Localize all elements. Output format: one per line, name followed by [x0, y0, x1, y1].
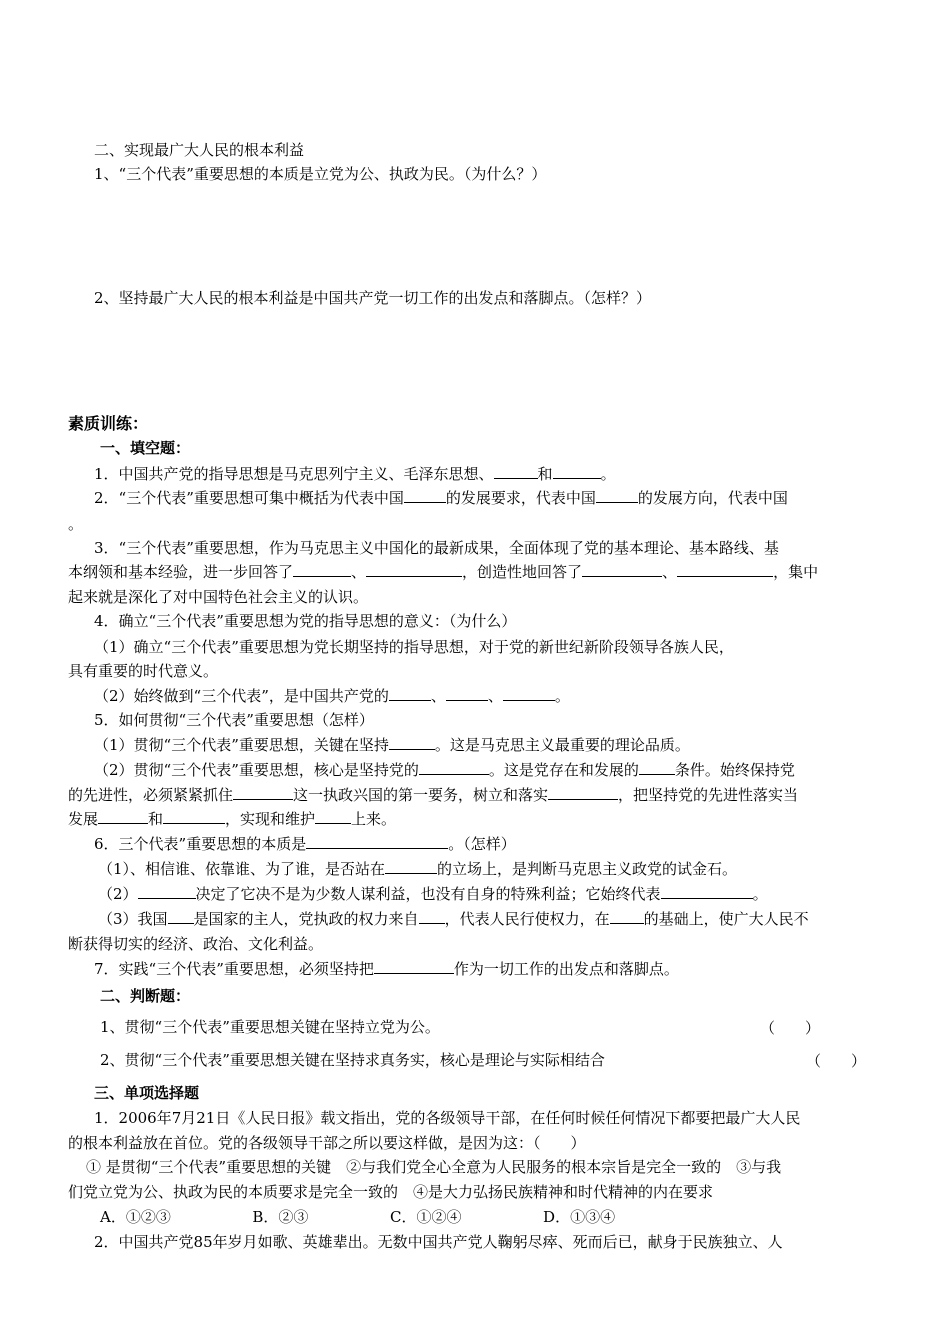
answer-blank[interactable]	[315, 809, 351, 824]
choice-heading: 三、单项选择题	[94, 1084, 200, 1102]
answer-blank[interactable]	[374, 959, 454, 974]
fill-q3-line3: 起来就是深化了对中国特色社会主义的认识。	[68, 588, 369, 606]
choice-q1-line4: 们党立党为公、执政为民的本质要求是完全一致的 ④是大力弘扬民族精神和时代精神的内在要求	[68, 1183, 714, 1201]
answer-blank[interactable]	[168, 909, 194, 924]
question-item: 2、坚持最广大人民的根本利益是中国共产党一切工作的出发点和落脚点。（怎样？）	[94, 289, 652, 307]
fill-q6-sub3-line1: （3）我国 是国家的主人，党执政的权力来自 ，代表人民行使权力，在 的基础上，使广大人民不	[98, 910, 809, 928]
answer-blank[interactable]	[306, 834, 448, 849]
answer-blank[interactable]	[389, 686, 431, 701]
fill-q5-sub1: （1）贯彻“三个代表”重要思想，关键在坚持 。这是马克思主义最重要的理论品质。	[94, 736, 690, 754]
option-b[interactable]: B．②③	[252, 1208, 309, 1226]
fill-q6-sub3-line2: 断获得切实的经济、政治、文化利益。	[68, 935, 324, 953]
judge-heading: 二、判断题：	[100, 987, 191, 1005]
judge-q1: 1、贯彻“三个代表”重要思想关键在坚持立党为公。	[100, 1018, 440, 1036]
fill-q6-sub1: （1）、相信谁、依靠谁、为了谁，是否站在 的立场上，是判断马克思主义政党的试金石。	[98, 860, 738, 878]
answer-blank[interactable]	[582, 562, 662, 577]
answer-blank[interactable]	[494, 464, 538, 479]
question-item: 1、“三个代表”重要思想的本质是立党为公、执政为民。（为什么？）	[94, 165, 547, 183]
answer-blank[interactable]	[419, 909, 445, 924]
fill-q2: 2．“三个代表”重要思想可集中概括为代表中国 的发展要求，代表中国 的发展方向，代表中国	[94, 489, 788, 507]
fill-q4-sub1-line1: （1）确立“三个代表”重要思想为党长期坚持的指导思想，对于党的新世纪新阶段领导各族人民，	[94, 638, 734, 656]
fill-q6-sub2: （2） 决定了它决不是为少数人谋利益，也没有自身的特殊利益；它始终代表 。	[98, 885, 768, 903]
answer-blank[interactable]	[293, 562, 351, 577]
training-title: 素质训练：	[68, 414, 149, 433]
answer-blank[interactable]	[596, 488, 638, 503]
answer-blank[interactable]	[385, 859, 437, 874]
answer-blank[interactable]	[233, 785, 293, 800]
judge-q2-answer[interactable]: （ ）	[806, 1052, 867, 1070]
answer-blank[interactable]	[389, 735, 435, 750]
fill-q2-tail: 。	[68, 515, 84, 533]
choice-q1-line3: ① 是贯彻“三个代表”重要思想的关键 ②与我们党全心全意为人民服务的根本宗旨是完全一致的 ③与我	[86, 1158, 782, 1176]
option-c[interactable]: C．①②④	[390, 1208, 462, 1226]
answer-blank[interactable]	[661, 884, 753, 899]
fill-q4-sub2: （2）始终做到“三个代表”，是中国共产党的 、 、 。	[94, 687, 570, 705]
answer-blank[interactable]	[677, 562, 773, 577]
fill-q6-head: 6．三个代表”重要思想的本质是 。（怎样）	[94, 835, 516, 853]
answer-blank[interactable]	[446, 686, 488, 701]
fill-q5-sub2-line2: 的先进性，必须紧紧抓住 这一执政兴国的第一要务，树立和落实 ，把坚持党的先进性落实当	[68, 786, 799, 804]
fill-q3-line2: 本纲领和基本经验，进一步回答了 、 ，创造性地回答了 、 ，集中	[68, 563, 819, 581]
answer-blank[interactable]	[503, 686, 555, 701]
fill-heading: 一、填空题：	[100, 439, 191, 457]
fill-q5-sub2-line1: （2）贯彻“三个代表”重要思想，核心是坚持党的 。这是党存在和发展的 条件。始终保持党	[94, 761, 795, 779]
answer-blank[interactable]	[639, 760, 675, 775]
answer-blank[interactable]	[548, 785, 618, 800]
judge-q2: 2、贯彻“三个代表”重要思想关键在坚持求真务实，核心是理论与实际相结合	[100, 1051, 605, 1069]
option-d[interactable]: D．①③④	[543, 1208, 616, 1226]
answer-blank[interactable]	[138, 884, 196, 899]
fill-q4-head: 4．确立“三个代表”重要思想为党的指导思想的意义：（为什么）	[94, 612, 517, 630]
answer-blank[interactable]	[163, 809, 225, 824]
fill-q1: 1．中国共产党的指导思想是马克思列宁主义、毛泽东思想、 和 。	[94, 465, 616, 483]
fill-q4-sub1-line2: 具有重要的时代意义。	[68, 662, 219, 680]
fill-q5-sub2-line3: 发展 和 ，实现和维护 上来。	[68, 810, 397, 828]
answer-blank[interactable]	[366, 562, 462, 577]
choice-q2-line1: 2．中国共产党85年岁月如歌、英雄辈出。无数中国共产党人鞠躬尽瘁、死而后已，献身于民族独立、人	[94, 1233, 783, 1251]
fill-q5-head: 5．如何贯彻“三个代表”重要思想（怎样）	[94, 711, 374, 729]
fill-q7: 7．实践“三个代表”重要思想，必须坚持把 作为一切工作的出发点和落脚点。	[94, 960, 679, 978]
section-heading: 二、实现最广大人民的根本利益	[94, 141, 305, 159]
answer-blank[interactable]	[98, 809, 148, 824]
judge-q1-answer[interactable]: （ ）	[760, 1019, 821, 1037]
choice-q1-line2: 的根本利益放在首位。党的各级领导干部之所以要这样做，是因为这：（ ）	[68, 1134, 586, 1152]
option-a[interactable]: A．①②③	[100, 1208, 171, 1226]
answer-blank[interactable]	[404, 488, 446, 503]
choice-q1-line1: 1．2006年7月21日《人民日报》载文指出，党的各级领导干部，在任何时候任何情况下都要把最广大人民	[94, 1109, 801, 1127]
answer-blank[interactable]	[610, 909, 644, 924]
answer-blank[interactable]	[419, 760, 489, 775]
answer-blank[interactable]	[553, 464, 601, 479]
choice-q1-options	[100, 1207, 920, 1227]
fill-q3-line1: 3．“三个代表”重要思想，作为马克思主义中国化的最新成果，全面体现了党的基本理论、基本路线、基	[94, 539, 779, 557]
